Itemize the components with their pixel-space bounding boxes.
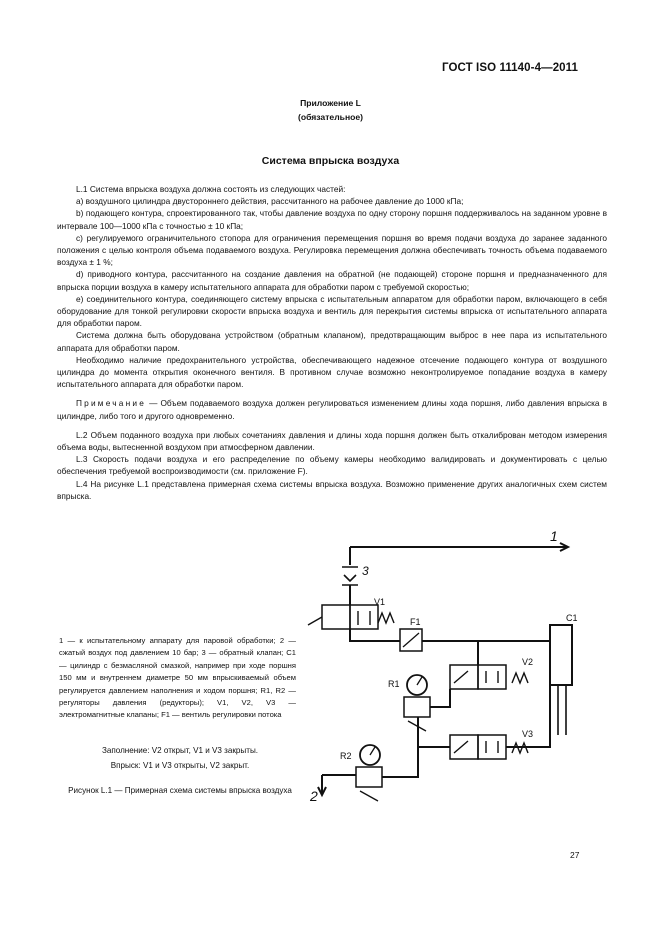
valve-v1-symbols	[308, 611, 370, 625]
operating-modes	[60, 744, 300, 773]
section-title: Система впрыска воздуха	[261, 155, 400, 167]
paragraph: L.2 Объем поданного воздуха при любых сочетаниях давления и длины хода поршня должен быть откалиброван методом измерения объема воды, вытесненной воздухом при атмосферном давлении.	[57, 429, 607, 453]
body-text	[57, 183, 607, 502]
paragraph: Система должна быть оборудована устройством (обратным клапаном), предотвращающим выброс в нее пара из испытательного аппарата для обработки паром.	[57, 330, 607, 353]
note	[57, 397, 607, 421]
label-r1: R1	[388, 679, 400, 689]
paragraph: L.3 Скорость подачи воздуха и его распределение по объему камеры необходимо валидировать и документировать с целью обеспечения требуемой воспроизводимости (см. приложение F).	[57, 454, 607, 477]
paragraph: d) приводного контура, рассчитанного на создание давления на обратной (не подающей) стороне поршня и предназначенного для впрыска порции воздуха в камеру испытательного аппарата для обработки паром с требуемой скоростью;	[57, 269, 607, 292]
figure-legend	[59, 635, 296, 722]
line	[430, 689, 450, 707]
label-v3: V3	[522, 729, 534, 739]
regulator-r1	[404, 697, 430, 717]
standard-header: ГОСТ ISO 11140-4—2011	[442, 62, 579, 74]
label-v1: V1	[374, 597, 386, 607]
main-line	[350, 629, 550, 641]
valve-v1-left	[322, 605, 350, 629]
check-valve-3	[342, 567, 358, 585]
paragraph: L.4 На рисунке L.1 представлена примерная схема системы впрыска воздуха. Возможно применение других аналогичных схем систем впрыска.	[57, 478, 607, 501]
valve-v2-left	[450, 665, 478, 689]
label-r2: R2	[340, 751, 352, 761]
valve-v2-right	[478, 665, 506, 689]
label-2: 2	[310, 788, 318, 804]
cylinder-c1	[550, 625, 572, 685]
figure-caption: Рисунок L.1 — Примерная схема системы впрыска воздуха	[68, 786, 292, 795]
label-3: 3	[362, 564, 369, 578]
valve-v1-right	[350, 605, 378, 629]
gauge-r2-needle	[370, 747, 375, 755]
valve-v2-spring	[512, 673, 528, 683]
appendix-status: (обязательное)	[297, 112, 364, 122]
note-label: Примечание	[76, 398, 147, 409]
supply-line	[318, 717, 418, 795]
paragraph: L.1 Система впрыска воздуха должна состоять из следующих частей:	[76, 184, 346, 194]
label-1: 1	[550, 528, 558, 544]
cylinder-rod	[558, 685, 566, 735]
paragraph: e) соединительного контура, соединяющего систему впрыска с испытательным аппаратом для обработки паром, включающего в себя оборудование для тонкой регулировки скорости впрыска воздуха и вентиль для перекрытия системы впрыска от испытательного аппарата для обработки паром.	[57, 293, 608, 329]
label-v2: V2	[522, 657, 534, 667]
regulator-r2	[356, 767, 382, 787]
legend-text: 1 — к испытательному аппарату для паровой обработки; 2 — сжатый воздух под давлением 10 бар; 3 — обратный клапан; C1 — цилиндр с безмасляной смазкой, например при ходе поршня 150 мм и внутреннем диаметре 50 мм впрыскиваемый объем регулируется давлением наполнения и ходом поршня; R1, R2 — регуляторы давления (редукторы); V1, V2, V3 — электромагнитные клапаны; F1 — вентиль регулировки потока	[59, 636, 296, 720]
valve-v2-symbols	[454, 671, 498, 683]
paragraph: b) подающего контура, спроектированного так, чтобы давление воздуха по одну сторону поршня поддерживалось на заданном уровне в интервале 100—1000 кПа с точностью ± 10 кПа;	[57, 208, 607, 231]
gauge-r1-needle	[417, 677, 422, 685]
appendix-title: Приложение L	[300, 98, 361, 108]
paragraph: c) регулируемого ограничительного стопора для ограничения перемещения поршня во время подачи воздуха до заранее заданного положения с целью контроля объема подаваемого воздуха. Регулировка перемещения должна обеспечивать точность объема подаваемого воздуха ± 1 %;	[57, 232, 607, 268]
inject-mode: Впрыск: V1 и V3 открыты, V2 закрыт.	[110, 760, 250, 770]
air-injection-diagram	[300, 525, 580, 815]
output-line	[350, 543, 568, 551]
note-text: — Объем подаваемого воздуха должен регулироваться изменением длины хода поршня, либо давления впрыска в цилиндре, либо того и другого одновременно.	[57, 398, 607, 421]
valve-v3-left	[450, 735, 478, 759]
label-f1: F1	[410, 617, 421, 627]
label-c1: C1	[566, 613, 578, 623]
valve-v1-spring	[378, 613, 394, 623]
regulator-r2-adjust	[360, 791, 378, 801]
valve-v3-symbols	[454, 741, 498, 753]
paragraph: Необходимо наличие предохранительного устройства, обеспечивающего надежное отсечение подающего контура от воздушного цилиндра до момента открытия оконечного вентиля. В противном случае возможно неконтролируемое попадание воздуха в камеру испытательного аппарата для обработки паром.	[57, 354, 607, 390]
appendix-heading	[0, 96, 661, 124]
page-number: 27	[570, 850, 580, 860]
paragraph: а) воздушного цилиндра двустороннего действия, рассчитанного на рабочее давление до 1000 кПа;	[76, 196, 464, 207]
valve-v3-right	[478, 735, 506, 759]
fill-mode: Заполнение: V2 открыт, V1 и V3 закрыты.	[101, 746, 259, 755]
